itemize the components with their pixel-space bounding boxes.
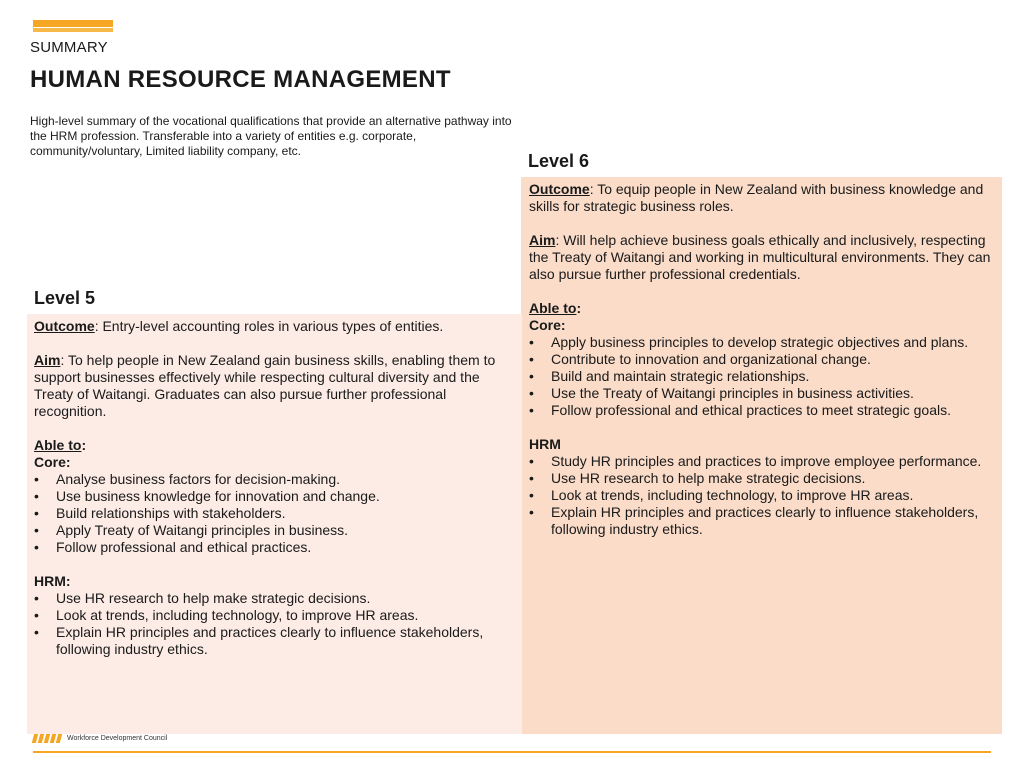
intro-paragraph: High-level summary of the vocational qualifications that provide an alternative pathway into the HRM profession. Transferable into a variety of entities e.g. corporate, community/voluntary, Limited liability company, etc. [30, 114, 512, 158]
aim-label: Aim [529, 232, 556, 248]
wdc-logo-icon [33, 734, 61, 743]
level-5-outcome: Outcome: Entry-level accounting roles in various types of entities. [34, 318, 444, 334]
list-item: • Follow professional and ethical practices to meet strategic goals. [529, 402, 951, 418]
list-item: • Use business knowledge for innovation and change. [34, 488, 380, 504]
page-title: HUMAN RESOURCE MANAGEMENT [30, 66, 451, 93]
footer-divider [33, 751, 991, 753]
list-item: • Look at trends, including technology, to improve HR areas. [529, 487, 914, 503]
list-item: • Explain HR principles and practices clearly to influence stakeholders, following industry ethics. [529, 504, 979, 537]
outcome-label: Outcome [529, 181, 590, 197]
list-item: • Follow professional and ethical practices. [34, 539, 312, 555]
level-6-panel [521, 177, 1002, 734]
aim-label: Aim [34, 352, 61, 368]
list-item: • Apply Treaty of Waitangi principles in business. [34, 522, 349, 538]
outcome-label: Outcome [34, 318, 95, 334]
list-item: • Explain HR principles and practices clearly to influence stakeholders, following industry ethics. [34, 624, 484, 657]
list-item: • Analyse business factors for decision-making. [34, 471, 341, 487]
list-item: • Study HR principles and practices to improve employee performance. [529, 453, 982, 469]
level-6-hrm-label: HRM [529, 436, 561, 452]
level-6-heading: Level 6 [528, 151, 590, 171]
header-accent-bar [33, 20, 113, 32]
level-6-core-label: Core: [529, 317, 566, 333]
section-eyebrow: SUMMARY [30, 39, 108, 56]
level-5-heading: Level 5 [34, 288, 96, 308]
level-5-aim: Aim: To help people in New Zealand gain business skills, enabling them to support businesses effectively while respecting cultural diversity and the Treaty of Waitangi. Graduates can also pursue further professional recognition. [34, 352, 496, 419]
list-item: • Contribute to innovation and organizational change. [529, 351, 871, 367]
list-item: • Use HR research to help make strategic decisions. [529, 470, 866, 486]
footer-org-name: Workforce Development Council [67, 735, 168, 742]
level-5-core-list [34, 471, 514, 556]
level-5-core-label: Core: [34, 454, 71, 470]
level-6-aim: Aim: Will help achieve business goals ethically and inclusively, respecting the Treaty of Waitangi and working in multicultural environments. They can also pursue further professional credentials. [529, 232, 991, 282]
list-item: • Look at trends, including technology, to improve HR areas. [34, 607, 419, 623]
list-item: • Use HR research to help make strategic decisions. [34, 590, 371, 606]
level-6-able-to: Able to: [529, 300, 582, 316]
level-5-panel [27, 314, 522, 734]
level-6-core-list [529, 334, 994, 419]
footer-logo [33, 734, 167, 743]
level-5-hrm-label: HRM: [34, 573, 71, 589]
level-5-able-to: Able to: [34, 437, 87, 453]
list-item: • Apply business principles to develop strategic objectives and plans. [529, 334, 969, 350]
level-5-hrm-list [34, 590, 514, 658]
list-item: • Build and maintain strategic relationships. [529, 368, 810, 384]
level-6-hrm-list [529, 453, 994, 538]
list-item: • Build relationships with stakeholders. [34, 505, 286, 521]
level-6-outcome: Outcome: To equip people in New Zealand with business knowledge and skills for strategic business roles. [529, 181, 984, 214]
list-item: • Use the Treaty of Waitangi principles in business activities. [529, 385, 914, 401]
